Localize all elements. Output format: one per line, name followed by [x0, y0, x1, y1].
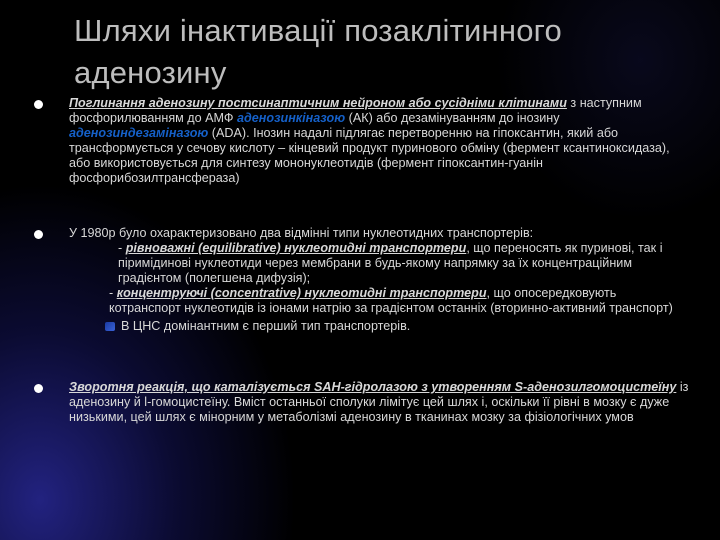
concentrative-transporters-term: концентруючі (concentrative) нуклеотидні транспортери	[116, 286, 487, 300]
item-3-emphasis: Зворотня реакція, що каталізується SAH-гідролазою з утворенням S-аденозилгомоцистеїну	[69, 380, 677, 394]
dash-marker: -	[109, 286, 117, 300]
slide-title: Шляхи інактивації позаклітинного аденозину	[74, 13, 562, 90]
item-2-concentrative	[69, 286, 691, 316]
item-2-text-part-2: , що опосередковують котранспорт нуклеотидів із іонами натрію за градієнтом останніх (вторинно-активний транспорт)	[109, 286, 673, 315]
bullet-icon	[34, 384, 43, 393]
enzyme-adenosine-kinase: аденозинкіназою	[236, 111, 346, 125]
item-1-text	[69, 96, 691, 186]
bullet-icon	[34, 230, 43, 239]
item-3-text-part-1: із аденозину й l-гомоцистеїну. Вміст останньої сполуки лімітує цей шлях і, оскільки її рівні в мозку є дуже низькими, цей шлях є мінорним у метаболізмі аденозину в тканинах мозку за фізіологічних умов	[69, 380, 689, 424]
item-1-text-part-3: (ADA). Інозин надалі підлягає перетворенню на гіпоксантин, який або трансформується у сечову кислоту – кінцевий продукт пуринового обміну (фермент ксантиноксидаза), або використовується для синтезу мононуклеотидів (фермент гіпоксантин-гуанін фосфорибозилтрансфераза)	[69, 126, 670, 185]
item-2-intro: У 1980р було охарактеризовано два відмінні типи нуклеотидних транспортерів:	[69, 226, 534, 240]
item-2-text-part-3: В ЦНС домінантним є перший тип транспортерів.	[121, 319, 411, 333]
item-2-text	[69, 226, 691, 334]
item-1-emphasis: Поглинання аденозину постсинаптичним нейроном або сусідніми клітинами	[69, 96, 567, 110]
item-1-text-part-1: з наступним фосфорилюванням до АМФ	[69, 96, 642, 125]
equilibrative-transporters-term: рівноважні (equilibrative) нуклеотидні транспортери	[125, 241, 467, 255]
dash-marker: -	[118, 241, 126, 255]
item-2-text-part-1: , що переносять як пуринові, так і піримідинові нуклеотиди через мембрани в будь-якому напрямку за їх концентраційним градієнтом (полегшена дифузія);	[118, 241, 663, 285]
sub-bullet-icon	[105, 322, 115, 331]
item-3-text	[69, 380, 691, 425]
item-1-text-part-2: (АК) або дезамінуванням до інозину	[345, 111, 560, 125]
item-2-cns-note	[69, 316, 691, 334]
bullet-icon	[34, 100, 43, 109]
item-2-equilibrative	[69, 241, 691, 286]
enzyme-adenosine-deaminase: аденозиндезаміназою	[69, 126, 209, 140]
